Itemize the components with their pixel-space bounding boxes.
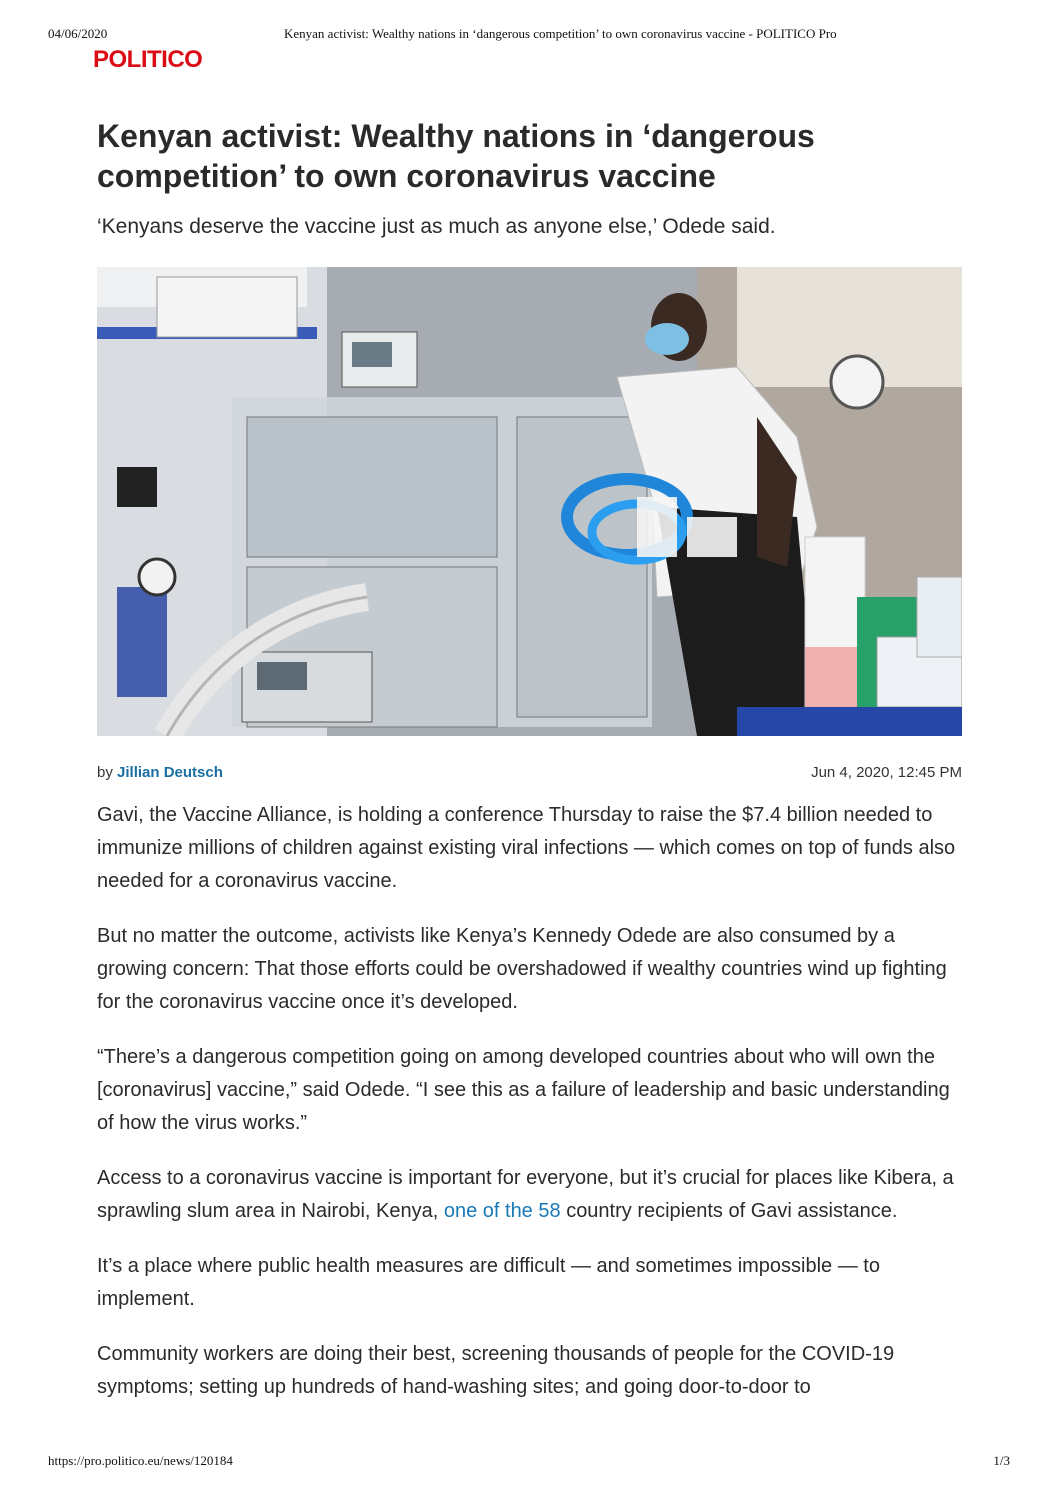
paragraph-text: country recipients of Gavi assistance. <box>566 1200 898 1222</box>
gavi-recipients-link[interactable]: one of the 58 <box>443 1200 561 1222</box>
article-paragraph: It’s a place where public health measures are difficult — and sometimes impossible — to implement. <box>97 1255 880 1310</box>
byline-prefix: by <box>97 764 113 781</box>
article-paragraph: Gavi, the Vaccine Alliance, is holding a conference Thursday to raise the $7.4 billion needed to immunize millions of children against existing viral infections — which comes on top of funds also needed for a coronavirus vaccine. <box>97 804 956 892</box>
paragraph-text: Access to a coronavirus vaccine is important for everyone, but it’s crucial for places like Kibera, a sprawling slum area in Nairobi, Kenya, <box>97 1167 954 1222</box>
article-paragraph <box>97 1162 967 1228</box>
politico-logo[interactable]: POLITICO <box>93 46 203 73</box>
article-dek: ‘Kenyans deserve the vaccine just as much as anyone else,’ Odede said. <box>97 215 776 238</box>
footer-url: https://pro.politico.eu/news/120184 <box>48 1453 233 1468</box>
print-footer <box>48 1453 1010 1471</box>
article-paragraph: Community workers are doing their best, screening thousands of people for the COVID-19 symptoms; setting up hundreds of hand-washing sites; and going door-to-door to <box>97 1343 895 1398</box>
article-paragraph: But no matter the outcome, activists like Kenya’s Kennedy Odede are also consumed by a growing concern: That those efforts could be overshadowed if wealthy countries wind up fighting for the coronavirus vaccine once it’s developed. <box>97 925 947 1013</box>
ambulance-photo-illustration <box>97 267 962 736</box>
publish-date: Jun 4, 2020, 12:45 PM <box>811 764 962 781</box>
article-headline: Kenyan activist: Wealthy nations in ‘dangerous competition’ to own coronavirus vaccine <box>97 118 815 194</box>
author-link[interactable]: Jillian Deutsch <box>117 764 223 781</box>
print-title: Kenyan activist: Wealthy nations in ‘dangerous competition’ to own coronavirus vaccine - POLITICO Pro <box>284 26 837 41</box>
byline <box>97 764 223 781</box>
article-paragraph: “There’s a dangerous competition going on among developed countries about who will own the [coronavirus] vaccine,” said Odede. “I see this as a failure of leadership and basic understanding of how the virus works.” <box>97 1046 950 1134</box>
article-body <box>97 799 967 1426</box>
print-date: 04/06/2020 <box>48 26 108 41</box>
page-number: 1/3 <box>993 1453 1010 1468</box>
article-photo <box>97 267 962 736</box>
print-header <box>48 26 1010 44</box>
